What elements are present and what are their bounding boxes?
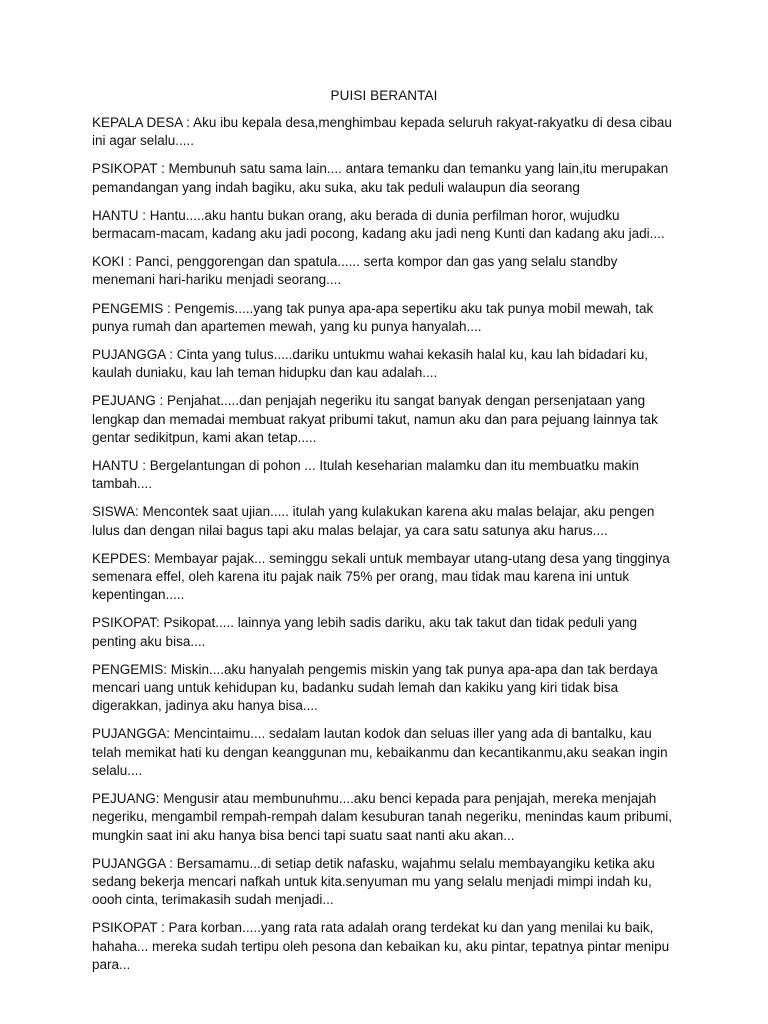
paragraph-kepdes: KEPDES: Membayar pajak... seminggu sekali untuk membayar utang-utang desa yang tingginya semenara effel, oleh karena itu pajak naik 75% per orang, mau tidak mau karena ini untuk kepentingan.....: [92, 550, 670, 603]
paragraph-pujangga-2: PUJANGGA: Mencintaimu.... sedalam lautan kodok dan seluas iller yang ada di bantalku, kau telah memikat hati ku dengan keanggunan mu, kebaikanmu dan kecantikanmu,aku seakan ingin selalu....: [92, 726, 668, 778]
paragraph-hantu-2: HANTU : Bergelantungan di pohon ... Itulah keseharian malamku dan itu membuatku makin tambah....: [92, 458, 640, 492]
paragraph-psikopat-3: PSIKOPAT : Para korban.....yang rata rata adalah orang terdekat ku dan yang menilai ku baik, hahaha... mereka sudah tertipu oleh pesona dan kebaikan ku, aku pintar, tepatnya pintar menipu para...: [92, 920, 670, 972]
paragraph-hantu: HANTU : Hantu.....aku hantu bukan orang, aku berada di dunia perfilman horor, wujudku bermacam-macam, kadang aku jadi pocong, kadang aku jadi neng Kunti dan kadang aku jadi....: [92, 207, 665, 242]
paragraph-koki: KOKI : Panci, penggorengan dan spatula...... serta kompor dan gas yang selalu standby menemani hari-hariku menjadi seorang....: [92, 254, 618, 288]
paragraph-psikopat: PSIKOPAT : Membunuh satu sama lain.... antara temanku dan temanku yang lain,itu merupakan pemandangan yang indah bagiku, aku suka, aku tak peduli walaupun dia seorang: [92, 161, 669, 195]
paragraph-pengemis-2: PENGEMIS: Miskin....aku hanyalah pengemis miskin yang tak punya apa-apa dan tak berdaya mencari uang untuk kehidupan ku, badanku sudah lemah dan kakiku yang kiri tidak bisa digerakkan, jadinya aku hanya bisa....: [92, 661, 658, 714]
document-body: [92, 114, 684, 984]
document-title: PUISI BERANTAI: [330, 88, 438, 103]
paragraph-kepala-desa: KEPALA DESA : Aku ibu kepala desa,menghimbau kepada seluruh rakyat-rakyatku di desa cibau ini agar selalu.....: [92, 115, 672, 149]
paragraph-pengemis: PENGEMIS : Pengemis.....yang tak punya apa-apa sepertiku aku tak punya mobil mewah, tak punya rumah dan apartemen mewah, yang ku punya hanyalah....: [92, 300, 654, 334]
paragraph-pejuang: PEJUANG : Penjahat.....dan penjajah negeriku itu sangat banyak dengan persenjataan yang lengkap dan memadai membuat rakyat pribumi takut, namun aku dan para pejuang lainnya tak gentar sedikitpun, kami akan tetap.....: [92, 393, 658, 445]
paragraph-pujangga: PUJANGGA : Cinta yang tulus.....dariku untukmu wahai kekasih halal ku, kau lah bidadari ku, kaulah duniaku, kau lah teman hidupku dan kau adalah....: [92, 347, 649, 381]
paragraph-pejuang-2: PEJUANG: Mengusir atau membunuhmu....aku benci kepada para penjajah, mereka menjajah negeriku, mengambil rempah-rempah dalam kesuburan tanah negeriku, menindas kaum pribumi, mungkin saat ini aku hanya bisa benci tapi suatu saat nanti aku akan...: [92, 791, 673, 843]
paragraph-psikopat-2: PSIKOPAT: Psikopat..... lainnya yang lebih sadis dariku, aku tak takut dan tidak peduli yang penting aku bisa....: [92, 615, 638, 649]
paragraph-pujangga-3: PUJANGGA : Bersamamu...di setiap detik nafasku, wajahmu selalu membayangiku ketika aku sedang bekerja mencari nafkah untuk kita.senyuman mu yang selalu menjadi mimpi indah ku, oooh cinta, terimakasih sudah menjadi...: [92, 855, 655, 908]
paragraph-siswa: SISWA: Mencontek saat ujian..... itulah yang kulakukan karena aku malas belajar, aku pengen lulus dan dengan nilai bagus tapi aku malas belajar, ya cara satu satunya aku harus....: [92, 504, 655, 538]
